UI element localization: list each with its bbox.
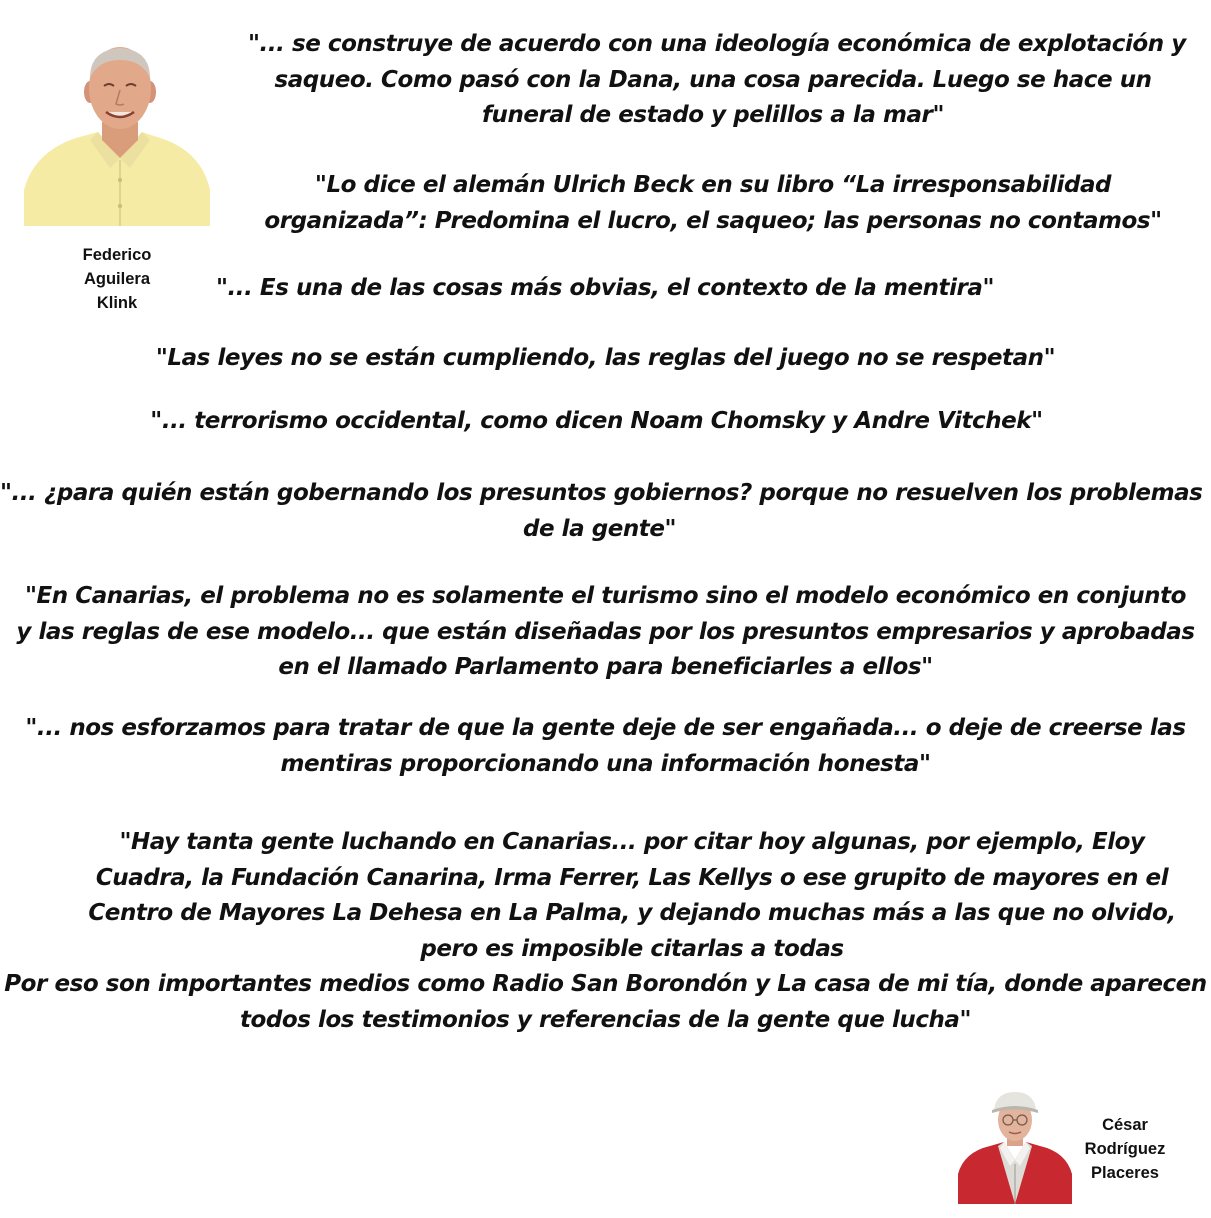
quote-line: organizada”: Predomina el lucro, el saqueo; las personas no contamos" bbox=[264, 207, 1162, 234]
quote-2 bbox=[248, 168, 1178, 239]
cesar-rodriguez-placeres-caption bbox=[1073, 1113, 1177, 1185]
quote-3 bbox=[215, 271, 995, 307]
quote-line: mentiras proporcionando una información honesta" bbox=[280, 750, 931, 777]
quote-1 bbox=[248, 27, 1186, 134]
quote-line: en el llamado Parlamento para beneficiarles a ellos" bbox=[278, 654, 933, 680]
name-line: Rodríguez bbox=[1084, 1140, 1166, 1158]
quote-8 bbox=[0, 711, 1211, 782]
quote-line: "... nos esforzamos para tratar de que la gente deje de ser engañada... o deje de creerse las bbox=[25, 715, 1186, 741]
quote-line: "... terrorismo occidental, como dicen Noam Chomsky y Andre Vitchek" bbox=[150, 408, 1043, 434]
quote-line: Centro de Mayores La Dehesa en La Palma, y dejando muchas más a las que no olvido, bbox=[88, 900, 1176, 926]
cesar-rodriguez-placeres-photo bbox=[958, 1088, 1072, 1204]
quote-line: de la gente" bbox=[522, 515, 677, 542]
federico-aguilera-klink-caption bbox=[60, 243, 174, 315]
name-line: Placeres bbox=[1091, 1164, 1159, 1182]
quote-line: "... Es una de las cosas más obvias, el contexto de la mentira" bbox=[215, 275, 994, 301]
quote-line: Por eso son importantes medios como Radio San Borondón y La casa de mi tía, donde aparecen bbox=[4, 971, 1207, 997]
name-line: Klink bbox=[96, 294, 138, 312]
quote-line: pero es imposible citarlas a todas bbox=[420, 935, 844, 962]
quote-6 bbox=[0, 476, 1203, 547]
quote-9 bbox=[0, 825, 1211, 967]
quote-line: "... ¿para quién están gobernando los presuntos gobiernos? porque no resuelven los problemas bbox=[0, 480, 1203, 506]
quote-line: todos los testimonios y referencias de la gente que lucha" bbox=[239, 1006, 972, 1033]
quote-line: y las reglas de ese modelo... que están diseñadas por los presuntos empresarios y aprobadas bbox=[16, 618, 1195, 645]
quote-4 bbox=[0, 341, 1211, 377]
quote-line: funeral de estado y pelillos a la mar" bbox=[481, 102, 944, 128]
federico-aguilera-klink-photo bbox=[24, 40, 212, 226]
name-line: Federico bbox=[82, 246, 152, 264]
quote-line: "Las leyes no se están cumpliendo, las reglas del juego no se respetan" bbox=[155, 345, 1056, 371]
quote-line: "Lo dice el alemán Ulrich Beck en su libro “La irresponsabilidad bbox=[314, 172, 1112, 198]
quote-line: saqueo. Como pasó con la Dana, una cosa parecida. Luego se hace un bbox=[274, 66, 1152, 93]
name-line: César bbox=[1102, 1116, 1148, 1134]
quote-5 bbox=[0, 404, 1193, 440]
quote-line: Cuadra, la Fundación Canarina, Irma Ferrer, Las Kellys o ese grupito de mayores en el bbox=[95, 864, 1169, 891]
name-line: Aguilera bbox=[83, 270, 151, 288]
quote-line: "... se construye de acuerdo con una ideología económica de explotación y bbox=[248, 31, 1186, 57]
quote-line: "En Canarias, el problema no es solamente el turismo sino el modelo económico en conjunto bbox=[25, 583, 1186, 609]
quote-10 bbox=[0, 967, 1211, 1038]
quote-7 bbox=[0, 579, 1211, 686]
quote-line: "Hay tanta gente luchando en Canarias... por citar hoy algunas, por ejemplo, Eloy bbox=[119, 829, 1145, 855]
